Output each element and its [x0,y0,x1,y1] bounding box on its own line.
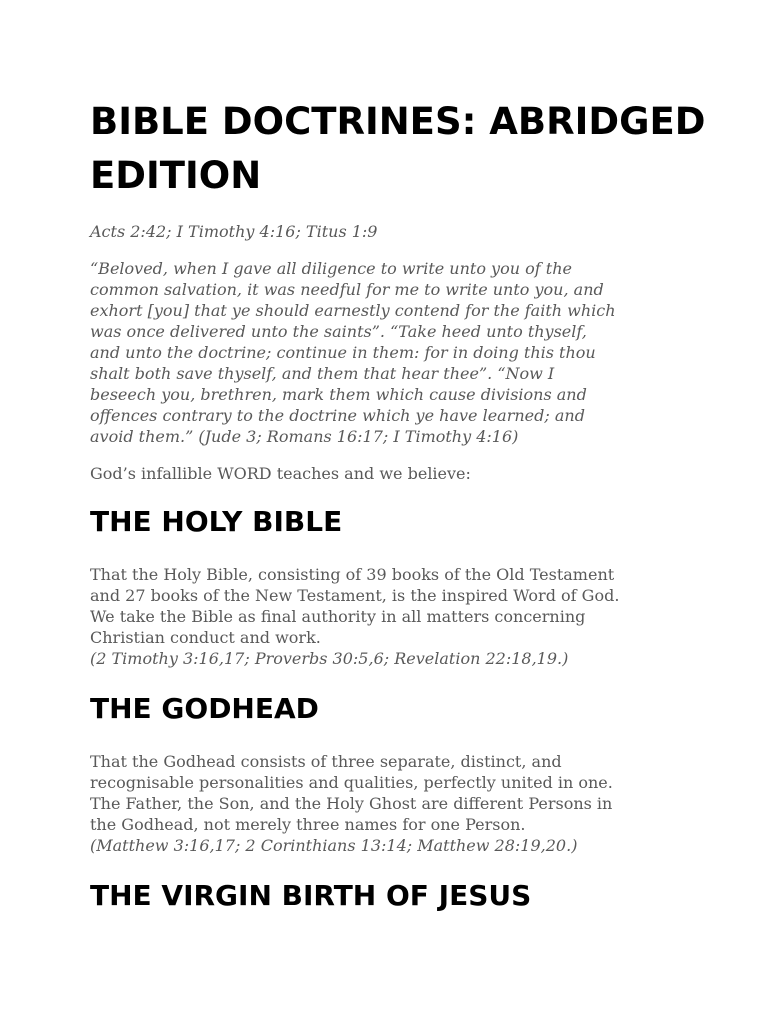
quote-line: beseech you, brethren, mark them which cause divisions and [90,385,587,404]
quote-line: avoid them.” (Jude 3; Romans 16:17; I Timothy 4:16) [90,427,519,446]
scripture-quote [90,258,690,447]
section-title-virgin-birth: THE VIRGIN BIRTH OF JESUS [90,879,532,912]
section-title-godhead: THE GODHEAD [90,692,319,725]
document-page [90,95,706,916]
quote-line: was once delivered unto the saints”. “Take heed unto thyself, [90,322,587,341]
section-reference-holy-bible: (2 Timothy 3:16,17; Proverbs 30:5,6; Revelation 22:18,19.) [90,649,569,668]
title-line: BIBLE DOCTRINES: ABRIDGED [90,100,706,143]
quote-line: common salvation, it was needful for me to write unto you, and [90,280,604,299]
body-line: recognisable personalities and qualities, perfectly united in one. [90,773,613,792]
scripture-references: Acts 2:42; I Timothy 4:16; Titus 1:9 [90,222,378,241]
title-line: EDITION [90,154,262,197]
section-body-godhead [90,751,690,835]
quote-line: exhort [you] that ye should earnestly contend for the faith which [90,301,616,320]
quote-line: “Beloved, when I gave all diligence to write unto you of the [90,259,572,278]
quote-line: shalt both save thyself, and them that hear thee”. “Now I [90,364,555,383]
body-line: That the Godhead consists of three separate, distinct, and [90,752,562,771]
body-line: The Father, the Son, and the Holy Ghost are different Persons in [90,794,613,813]
body-line: We take the Bible as final authority in all matters concerning [90,607,586,626]
body-line: That the Holy Bible, consisting of 39 books of the Old Testament [90,565,615,584]
intro-statement: God’s infallible WORD teaches and we believe: [90,464,471,483]
section-reference-godhead: (Matthew 3:16,17; 2 Corinthians 13:14; Matthew 28:19,20.) [90,836,578,855]
document-title [90,95,706,203]
quote-line: offences contrary to the doctrine which ye have learned; and [90,406,585,425]
quote-line: and unto the doctrine; continue in them: for in doing this thou [90,343,596,362]
section-title-holy-bible: THE HOLY BIBLE [90,505,343,538]
body-line: Christian conduct and work. [90,628,321,647]
section-body-holy-bible [90,564,690,648]
body-line: the Godhead, not merely three names for one Person. [90,815,526,834]
body-line: and 27 books of the New Testament, is the inspired Word of God. [90,586,620,605]
